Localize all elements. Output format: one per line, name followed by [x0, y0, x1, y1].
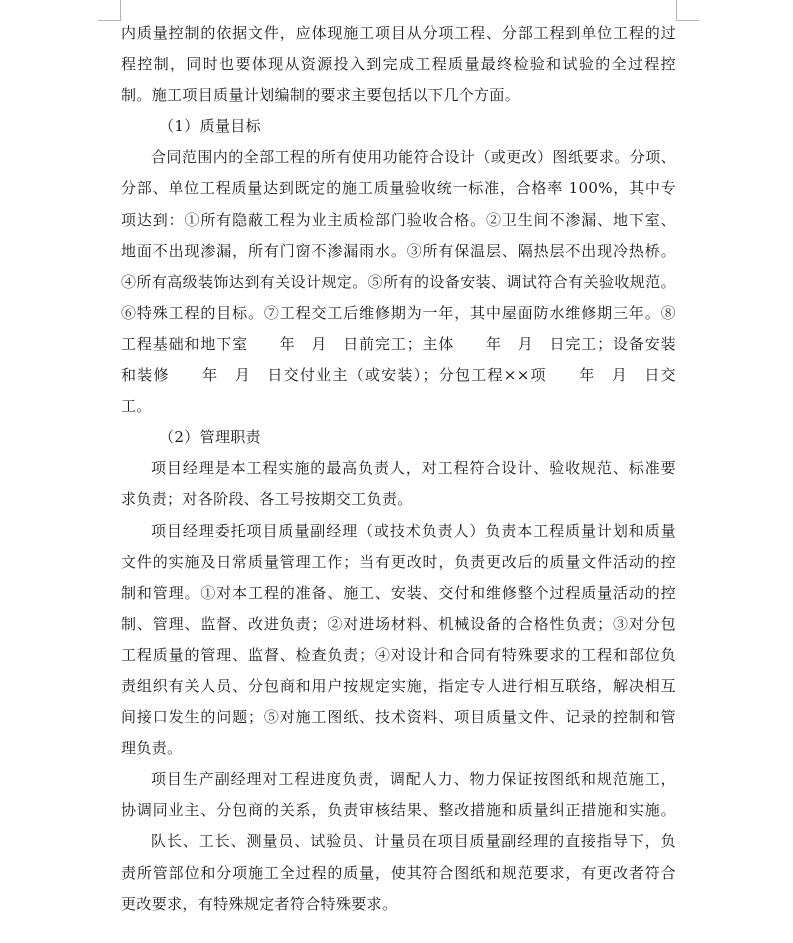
text-line: 理负责。 — [121, 739, 183, 758]
text-line: 工程基础和地下室 年 月 日前完工；主体 年 月 日完工；设备安装 — [121, 334, 676, 353]
text-line: 项达到：①所有隐蔽工程为业主质检部门验收合格。②卫生间不渗漏、地下室、 — [121, 210, 676, 229]
text-line: 项目经理委托项目质量副经理（或技术负责人）负责本工程质量计划和质量 — [151, 521, 676, 540]
text-line: 项目生产副经理对工程进度负责，调配人力、物力保证按图纸和规范施工， — [151, 770, 676, 789]
text-line: 队长、工长、测量员、试验员、计量员在项目质量副经理的直接指导下，负 — [151, 832, 676, 851]
text-line: 工程质量的管理、监督、检查负责；④对设计和合同有特殊要求的工程和部位负 — [121, 645, 676, 664]
text-line: 制。施工项目质量计划编制的要求主要包括以下几个方面。 — [121, 86, 521, 105]
text-line: 文件的实施及日常质量管理工作；当有更改时，负责更改后的质量文件活动的控 — [121, 552, 676, 571]
text-line: 内质量控制的依据文件，应体现施工项目从分项工程、分部工程到单位工程的过 — [121, 24, 676, 42]
text-line: 求负责；对各阶段、各工号按期交工负责。 — [121, 490, 413, 509]
text-line: ⑥特殊工程的目标。⑦工程交工后维修期为一年，其中屋面防水维修期三年。⑧ — [121, 303, 676, 322]
text-line: ④所有高级装饰达到有关设计规定。⑤所有的设备安装、调试符合有关验收规范。 — [121, 272, 676, 291]
text-line: 和装修 年 月 日交付业主（或安装）；分包工程××项 年 月 日交 — [121, 366, 676, 385]
text-line: 制、管理、监督、改进负责；②对进场材料、机械设备的合格性负责；③对分包 — [121, 614, 676, 633]
text-line: 程控制，同时也要体现从资源投入到完成工程质量最终检验和试验的全过程控 — [121, 55, 676, 74]
text-line: 协调同业主、分包商的关系，负责审核结果、整改措施和质量纠正措施和实施。 — [121, 801, 676, 820]
document-body — [121, 18, 676, 920]
text-line: 间接口发生的问题；⑤对施工图纸、技术资料、项目质量文件、记录的控制和管 — [121, 708, 676, 727]
text-line: 工。 — [121, 397, 152, 416]
crop-mark-left — [98, 0, 121, 21]
text-line: 合同范围内的全部工程的所有使用功能符合设计（或更改）图纸要求。分项、 — [151, 148, 676, 167]
text-line: 更改要求，有特殊规定者符合特殊要求。 — [121, 894, 398, 913]
text-line: 制和管理。①对本工程的准备、施工、安装、交付和维修整个过程质量活动的控 — [121, 583, 676, 602]
text-line: 分部、单位工程质量达到既定的施工质量验收统一标准，合格率 100%，其中专 — [121, 179, 676, 198]
crop-mark-right — [676, 0, 699, 21]
text-line: 地面不出现渗漏，所有门窗不渗漏雨水。③所有保温层、隔热层不出现冷热桥。 — [121, 241, 676, 260]
section-heading: （1）质量目标 — [159, 117, 261, 136]
text-line: 责所管部位和分项施工全过程的质量，使其符合图纸和规范要求，有更改者符合 — [121, 863, 676, 882]
text-line: 责组织有关人员、分包商和用户按规定实施，指定专人进行相互联络，解决相互 — [121, 676, 676, 695]
text-line: 项目经理是本工程实施的最高负责人，对工程符合设计、验收规范、标准要 — [151, 459, 676, 478]
section-heading: （2）管理职责 — [159, 428, 261, 447]
